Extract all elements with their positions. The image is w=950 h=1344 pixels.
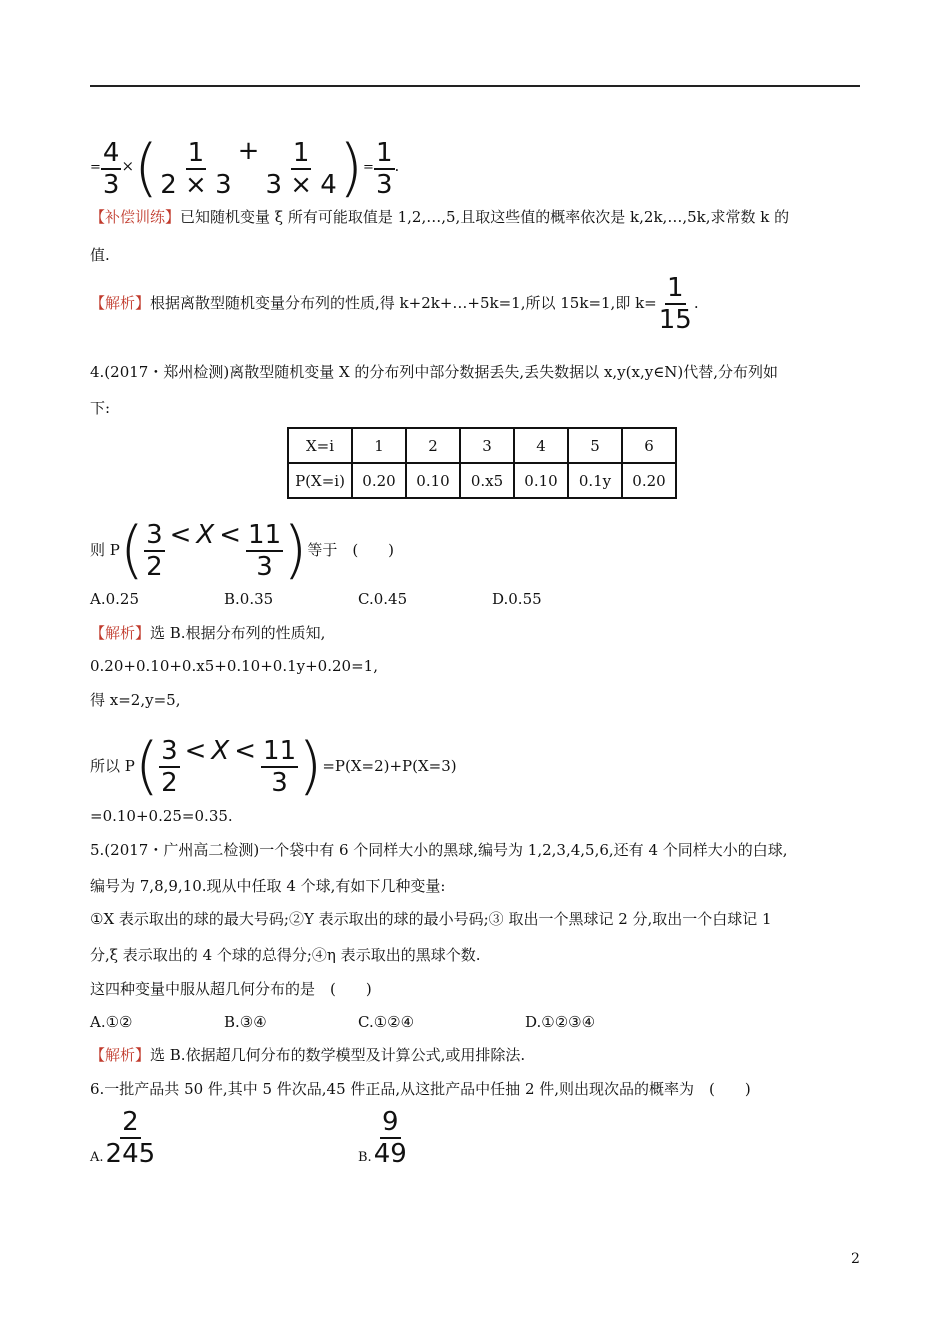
equals-sign: = — [363, 160, 374, 175]
option-d: D.①②③④ — [525, 1013, 596, 1031]
page-number: 2 — [851, 1251, 860, 1267]
q5-line3: ①X 表示取出的球的最大号码;②Y 表示取出的球的最小号码;③ 取出一个黑球记 2 分,取出一个白球记 1 — [90, 910, 772, 928]
left-paren: ( — [134, 729, 160, 802]
distribution-table — [287, 427, 677, 499]
q6-line1: 6.一批产品共 50 件,其中 5 件次品,45 件正品,从这批产品中任抽 2 件,则出现次品的概率为 ( ) — [90, 1080, 751, 1098]
table-cell: 0.10 — [514, 463, 568, 498]
analysis2-line3: 得 x=2,y=5, — [90, 691, 181, 709]
q4-ask-prefix: 则 P — [90, 541, 120, 559]
supplement-line1 — [90, 207, 789, 227]
fraction-11-3: $\frac{11}{3}$ — [248, 520, 282, 582]
analysis2-prefix: 所以 P — [90, 757, 135, 775]
left-paren: ( — [119, 513, 145, 586]
analysis1-text: 根据离散型随机变量分布列的性质,得 k+2k+…+5k=1,所以 15k=1,即 k= — [150, 294, 657, 312]
period: . — [693, 294, 699, 312]
fraction-result: $\frac{1}{3}$ — [375, 138, 393, 200]
q4-line2: 下: — [90, 399, 111, 417]
analysis1-line — [90, 272, 699, 334]
left-paren: ( — [134, 131, 159, 204]
table-cell: 0.20 — [622, 463, 676, 498]
analysis2-text: 选 B.根据分布列的性质知, — [150, 624, 326, 642]
fraction-1-15: $\frac{1}{15}$ — [658, 273, 692, 335]
table-cell: 1 — [352, 428, 406, 463]
fraction-3-2: $\frac{3}{2}$ — [161, 736, 178, 798]
table-cell: P(X=i) — [288, 463, 352, 498]
analysis-tag: 【解析】 — [90, 624, 151, 642]
table-cell: 3 — [460, 428, 514, 463]
fraction-4-3: $\frac{4}{3}$ — [102, 138, 120, 200]
table-cell: 0.10 — [406, 463, 460, 498]
analysis2-line5: =0.10+0.25=0.35. — [90, 807, 233, 825]
option-b: B.③④ — [224, 1013, 267, 1031]
option-a — [90, 1108, 157, 1168]
option-c: C.①②④ — [358, 1013, 415, 1031]
header-rule — [90, 85, 860, 87]
analysis3-text: 选 B.依据超几何分布的数学模型及计算公式,或用排除法. — [150, 1046, 526, 1064]
option-c: C.0.45 — [358, 590, 408, 608]
option-b: B.0.35 — [224, 590, 274, 608]
analysis-tag: 【解析】 — [90, 294, 151, 312]
table-cell: 0.20 — [352, 463, 406, 498]
option-d: D.0.55 — [492, 590, 542, 608]
formula-top — [90, 120, 400, 204]
less-than: < — [219, 520, 242, 550]
table-row — [288, 463, 676, 498]
right-paren: ) — [338, 131, 364, 204]
option-a-label: A. — [90, 1150, 104, 1165]
q4-ask-suffix: 等于 ( ) — [307, 541, 395, 559]
fraction-11-3: $\frac{11}{3}$ — [263, 736, 297, 798]
table-cell: 0.x5 — [460, 463, 514, 498]
analysis3-line — [90, 1045, 525, 1065]
analysis2-line4 — [90, 720, 457, 802]
q5-line2: 编号为 7,8,9,10.现从中任取 4 个球,有如下几种变量: — [90, 877, 446, 895]
plus-sign: + — [237, 136, 260, 166]
q6-options — [90, 1108, 590, 1172]
table-cell: 2 — [406, 428, 460, 463]
q4-ask — [90, 504, 395, 586]
fraction-3-2: $\frac{3}{2}$ — [146, 520, 163, 582]
supplement-tag: 【补偿训练】 — [90, 208, 181, 226]
table-row — [288, 428, 676, 463]
times-sign: × — [121, 157, 135, 175]
option-a: A.0.25 — [90, 590, 139, 608]
fraction-1-6: $\frac{1}{2 \times 3}$ — [160, 138, 232, 200]
q5-line5: 这四种变量中服从超几何分布的是 ( ) — [90, 980, 372, 998]
equals-sign: = — [90, 160, 101, 175]
variable-x: X — [211, 736, 230, 766]
table-cell: 0.1y — [568, 463, 622, 498]
table-cell: 5 — [568, 428, 622, 463]
right-paren: ) — [283, 513, 308, 586]
less-than: < — [234, 736, 257, 766]
less-than: < — [169, 520, 192, 550]
analysis2-line1 — [90, 623, 325, 643]
q5-line1: 5.(2017・广州高二检测)一个袋中有 6 个同样大小的黑球,编号为 1,2,3,4,5,6,还有 4 个同样大小的白球, — [90, 841, 788, 859]
supplement-text: 已知随机变量 ξ 所有可能取值是 1,2,…,5,且取这些值的概率依次是 k,2k,…,5k,求常数 k 的 — [180, 208, 790, 226]
fraction-2-245: $\frac{2}{245}$ — [105, 1107, 156, 1169]
fraction-9-49: $\frac{9}{49}$ — [373, 1107, 407, 1169]
option-a: A.①② — [90, 1013, 133, 1031]
variable-x: X — [196, 520, 215, 550]
table-cell: X=i — [288, 428, 352, 463]
q5-line4: 分,ξ 表示取出的 4 个球的总得分;④η 表示取出的黑球个数. — [90, 946, 481, 964]
right-paren: ) — [298, 729, 323, 802]
analysis2-suffix: =P(X=2)+P(X=3) — [322, 757, 457, 775]
table-cell: 6 — [622, 428, 676, 463]
analysis-tag: 【解析】 — [90, 1046, 151, 1064]
period: . — [394, 157, 400, 175]
option-b-label: B. — [358, 1150, 372, 1165]
supplement-line2: 值. — [90, 246, 110, 264]
option-b — [358, 1108, 409, 1168]
less-than: < — [184, 736, 207, 766]
fraction-1-12: $\frac{1}{3 \times 4}$ — [265, 138, 337, 200]
q4-line1: 4.(2017・郑州检测)离散型随机变量 X 的分布列中部分数据丢失,丢失数据以 x,y(x,y∈N)代替,分布列如 — [90, 363, 779, 381]
analysis2-line2: 0.20+0.10+0.x5+0.10+0.1y+0.20=1, — [90, 657, 378, 675]
table-cell: 4 — [514, 428, 568, 463]
